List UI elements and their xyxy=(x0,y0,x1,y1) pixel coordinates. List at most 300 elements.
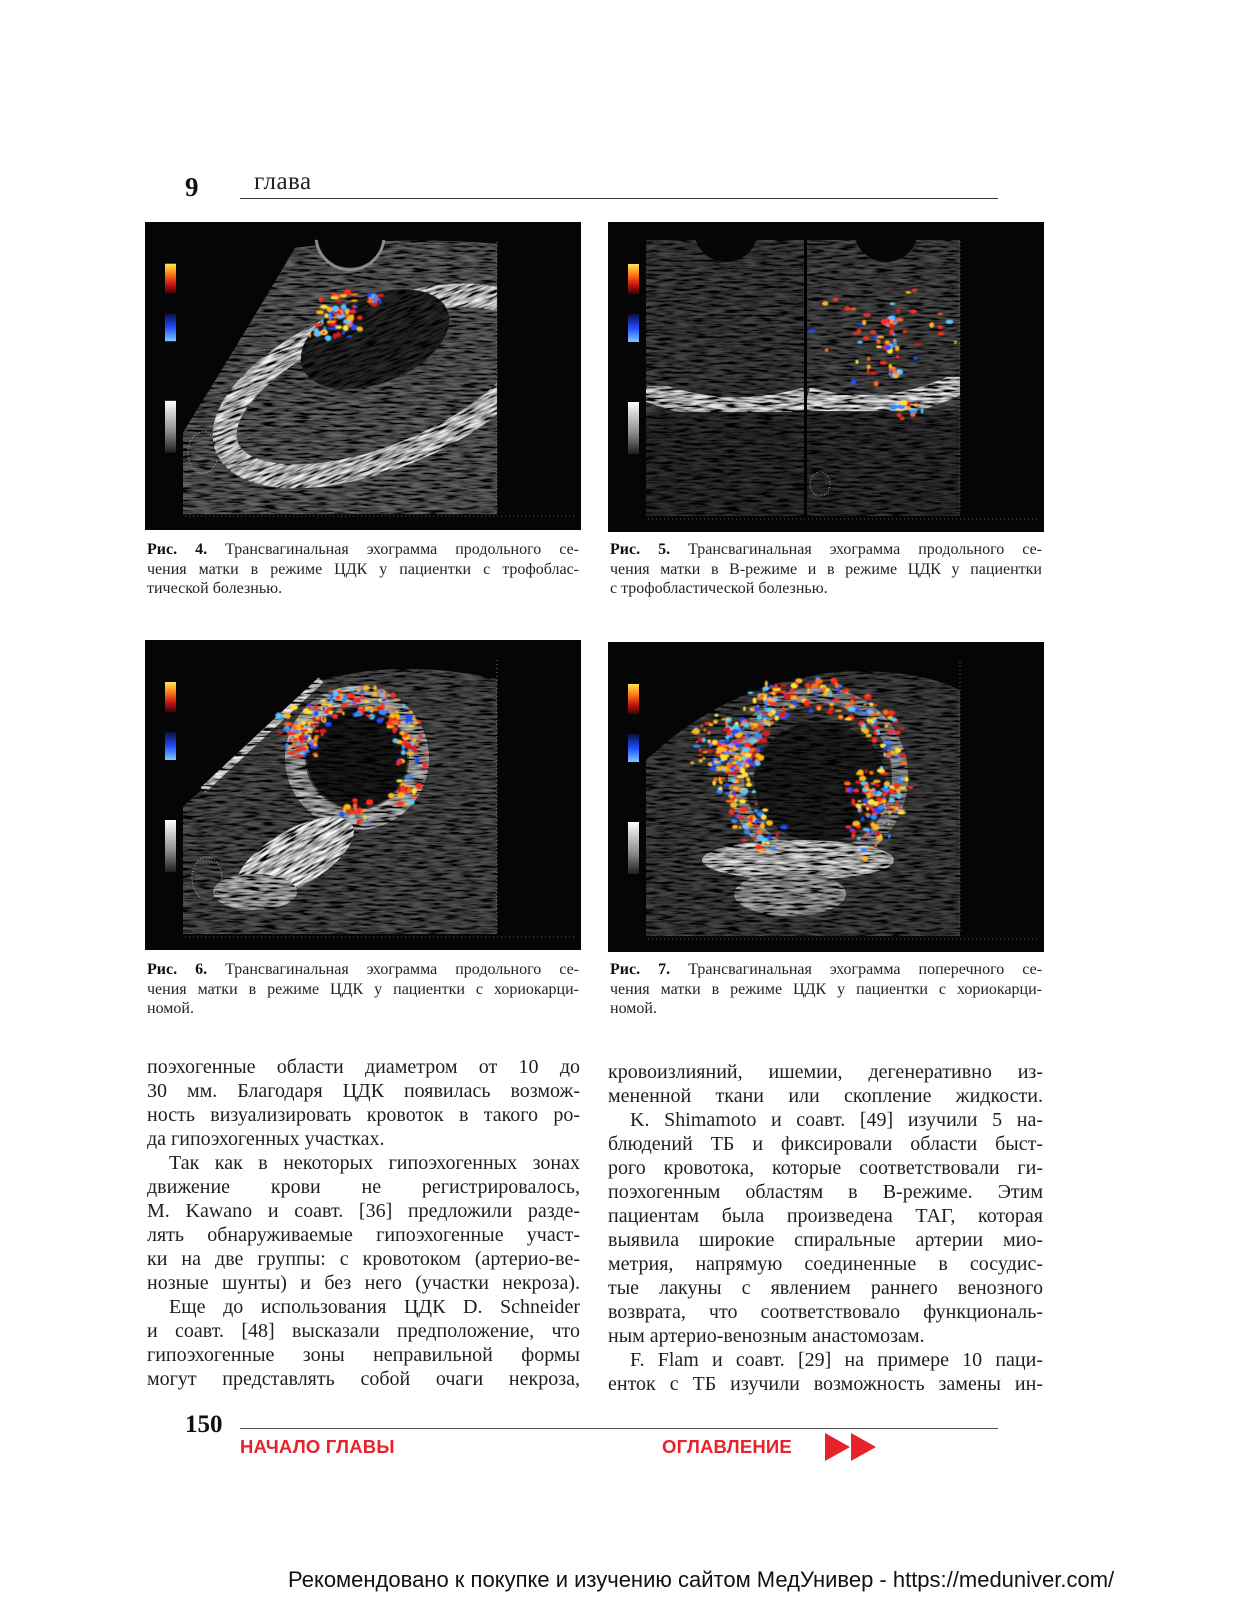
doppler-speck xyxy=(288,748,292,750)
doppler-speck xyxy=(797,700,799,702)
doppler-speck xyxy=(885,724,888,728)
doppler-speck xyxy=(775,713,779,717)
doppler-speck xyxy=(744,830,751,834)
doppler-speck xyxy=(838,685,842,688)
doppler-speck xyxy=(829,707,834,711)
doppler-speck xyxy=(329,715,332,717)
doppler-speck xyxy=(411,744,417,750)
doppler-speck xyxy=(873,717,877,720)
doppler-speck xyxy=(895,807,898,810)
chapter-word: глава xyxy=(254,168,312,195)
doppler-speck xyxy=(730,802,737,808)
doppler-speck xyxy=(754,740,758,742)
doppler-speck xyxy=(349,815,355,817)
doppler-speck xyxy=(729,809,735,815)
doppler-speck xyxy=(319,297,323,303)
text-line: и соавт. [48] высказали предположение, что xyxy=(147,1320,580,1342)
doppler-speck xyxy=(721,718,729,720)
text-line: енток с ТБ изучили возможность замены ин- xyxy=(608,1373,1043,1395)
doppler-speck xyxy=(848,707,856,712)
doppler-speck xyxy=(861,804,866,806)
doppler-speck xyxy=(862,798,868,803)
caption-line: номой. xyxy=(147,1000,194,1017)
caption-line: тической болезнью. xyxy=(147,580,283,597)
doppler-speck xyxy=(895,748,899,754)
doppler-speck xyxy=(742,723,745,726)
doppler-speck xyxy=(780,684,787,687)
text-line: пациентам была произведена ТАГ, которая xyxy=(608,1205,1043,1227)
doppler-speck xyxy=(896,355,900,358)
doppler-speck xyxy=(298,722,301,727)
doppler-speck xyxy=(742,747,749,752)
doppler-speck xyxy=(743,707,745,712)
doppler-speck xyxy=(860,711,867,714)
figure-5-image xyxy=(608,222,1044,532)
doppler-speck xyxy=(313,744,317,746)
doppler-speck xyxy=(890,370,893,375)
doppler-speck xyxy=(415,757,419,763)
doppler-speck xyxy=(323,706,326,711)
doppler-speck xyxy=(869,830,872,835)
doppler-speck xyxy=(851,308,856,311)
text-line: F. Flam и соавт. [29] на примере 10 паци- xyxy=(630,1349,1043,1371)
doppler-speck xyxy=(755,845,763,850)
header-rule xyxy=(240,198,998,199)
doppler-speck xyxy=(894,340,897,345)
doppler-speck xyxy=(695,741,698,743)
doppler-speck xyxy=(328,707,333,710)
doppler-speck xyxy=(835,682,839,688)
doppler-speck xyxy=(391,721,398,724)
doppler-speck xyxy=(863,704,867,706)
doppler-speck xyxy=(714,777,718,781)
doppler-speck xyxy=(352,305,355,308)
doppler-speck xyxy=(398,788,401,792)
body-left-column xyxy=(147,1055,580,1391)
doppler-speck xyxy=(861,724,866,729)
doppler-speck xyxy=(320,699,327,701)
doppler-speck xyxy=(292,743,295,747)
doppler-speck xyxy=(873,780,881,783)
doppler-speck xyxy=(899,786,906,789)
doppler-speck xyxy=(851,798,855,804)
caption-line: чения матки в В-режиме и в режиме ЦДК у пациентки xyxy=(610,560,1042,578)
doppler-speck xyxy=(862,856,869,861)
doppler-speck xyxy=(373,685,377,690)
doppler-speck xyxy=(731,796,733,798)
doppler-speck xyxy=(888,811,891,815)
doppler-speck xyxy=(914,343,922,345)
doppler-speck xyxy=(867,365,871,369)
doppler-speck xyxy=(739,807,747,812)
doppler-speck xyxy=(776,832,779,838)
doppler-speck xyxy=(861,817,865,821)
doppler-speck xyxy=(708,763,712,767)
doppler-speck xyxy=(857,341,863,344)
doppler-speck xyxy=(763,686,770,691)
doppler-speck xyxy=(856,360,859,364)
doppler-speck xyxy=(882,788,890,792)
caption-label: Рис. 5. xyxy=(610,541,671,558)
caption-label: Рис. 4. xyxy=(147,541,208,558)
doppler-speck xyxy=(889,788,895,793)
doppler-speck xyxy=(886,740,893,745)
text-line: выявила широкие спиральные артерии мио- xyxy=(608,1229,1043,1251)
doppler-speck xyxy=(364,815,366,820)
doppler-speck xyxy=(887,823,890,825)
doppler-speck xyxy=(357,820,360,825)
doppler-speck xyxy=(937,325,943,329)
text-line: кровоизлияний, ишемии, дегенеративно из- xyxy=(608,1061,1043,1083)
doppler-speck xyxy=(405,775,413,779)
figure-5-caption xyxy=(610,540,1042,599)
doppler-speck xyxy=(769,685,773,688)
caption-line: Трансвагинальная эхограмма продольного се- xyxy=(225,541,579,558)
doppler-speck xyxy=(910,413,915,417)
doppler-speck xyxy=(402,796,409,798)
doppler-speck xyxy=(863,336,870,340)
doppler-speck xyxy=(338,709,343,713)
doppler-speck xyxy=(321,703,329,705)
doppler-speck xyxy=(352,798,358,802)
doppler-speck xyxy=(751,725,754,730)
doppler-speck xyxy=(829,703,834,706)
doppler-speck xyxy=(763,718,766,722)
doppler-speck xyxy=(883,820,888,822)
text-line: ность визуализировать кровоток в такого ро- xyxy=(147,1104,580,1126)
doppler-speck xyxy=(349,688,354,690)
doppler-speck xyxy=(747,758,752,764)
doppler-speck xyxy=(321,732,324,736)
doppler-speck xyxy=(742,772,748,777)
doppler-speck xyxy=(325,313,329,318)
doppler-speck xyxy=(859,809,863,812)
doppler-speck xyxy=(316,310,324,314)
doppler-speck xyxy=(737,739,743,742)
doppler-speck xyxy=(330,699,333,703)
doppler-speck xyxy=(881,813,884,815)
doppler-speck xyxy=(903,330,908,333)
doppler-speck xyxy=(731,819,738,823)
doppler-speck xyxy=(722,755,730,758)
doppler-speck xyxy=(774,715,779,720)
doppler-speck xyxy=(329,711,333,714)
doppler-speck xyxy=(364,700,370,702)
doppler-speck xyxy=(946,320,954,324)
doppler-speck xyxy=(314,706,318,711)
double-arrow-right-icon[interactable] xyxy=(825,1433,877,1461)
doppler-speck xyxy=(753,697,757,703)
doppler-speck xyxy=(289,739,291,742)
doppler-speck xyxy=(411,740,414,745)
doppler-speck xyxy=(896,318,904,322)
text-line: рого кровотока, которые соответствовали ги- xyxy=(608,1157,1043,1179)
doppler-speck xyxy=(762,808,768,811)
doppler-speck xyxy=(290,732,298,735)
doppler-speck xyxy=(333,690,338,696)
doppler-speck xyxy=(867,718,870,724)
doppler-speck xyxy=(335,300,342,303)
text-line: 30 мм. Благодаря ЦДК появилась возмож- xyxy=(147,1080,580,1102)
doppler-speck xyxy=(877,769,885,773)
doppler-speck xyxy=(729,744,732,748)
doppler-speck xyxy=(823,692,829,696)
doppler-speck xyxy=(346,316,354,321)
doppler-speck xyxy=(730,791,733,793)
doppler-speck xyxy=(402,704,405,708)
doppler-speck xyxy=(293,738,298,741)
doppler-speck xyxy=(754,819,760,823)
doppler-speck xyxy=(692,729,700,735)
doppler-speck xyxy=(379,710,387,715)
doppler-speck xyxy=(856,825,861,829)
doppler-speck xyxy=(406,752,414,755)
doppler-speck xyxy=(424,753,429,755)
doppler-speck xyxy=(895,346,900,351)
doppler-speck xyxy=(757,715,762,720)
doppler-speck xyxy=(697,754,704,756)
doppler-speck xyxy=(726,800,734,803)
doppler-speck xyxy=(885,345,891,350)
doppler-speck xyxy=(761,841,766,844)
doppler-speck xyxy=(890,751,896,754)
doppler-speck xyxy=(808,329,816,332)
doppler-speck xyxy=(929,322,934,328)
doppler-speck xyxy=(873,704,877,706)
doppler-speck xyxy=(738,756,742,761)
doppler-speck xyxy=(292,750,295,754)
doppler-speck xyxy=(795,682,798,685)
doppler-speck xyxy=(301,721,306,725)
doppler-speck xyxy=(321,319,323,324)
doppler-speck xyxy=(367,706,373,708)
doppler-speck xyxy=(749,817,754,822)
doppler-speck xyxy=(774,684,778,689)
text-line: лять обнаруживаемые гипоэхогенные участ- xyxy=(147,1224,580,1246)
doppler-speck xyxy=(757,747,761,752)
doppler-speck xyxy=(309,740,313,744)
text-line: могут представлять собой очаги некроза, xyxy=(147,1368,580,1390)
text-line: ки на две группы: с кровотоком (артерио-ве- xyxy=(147,1248,580,1270)
doppler-speck xyxy=(363,809,366,811)
doppler-speck xyxy=(867,368,870,373)
text-line: Еще до использования ЦДК D. Schneider xyxy=(169,1296,580,1318)
doppler-speck xyxy=(844,306,851,310)
doppler-speck xyxy=(807,688,810,693)
doppler-speck xyxy=(867,357,870,361)
caption-line: Трансвагинальная эхограмма поперечного се- xyxy=(688,961,1042,978)
page-number: 150 xyxy=(185,1411,223,1438)
doppler-speck xyxy=(737,769,739,771)
scan-tissue-b-mode xyxy=(646,222,806,522)
doppler-speck xyxy=(709,723,714,726)
doppler-speck xyxy=(897,777,904,783)
doppler-speck xyxy=(322,717,325,722)
doppler-speck xyxy=(905,777,909,782)
doppler-speck xyxy=(283,727,287,730)
doppler-speck xyxy=(381,703,384,708)
doppler-speck xyxy=(868,847,871,849)
doppler-speck xyxy=(863,836,865,839)
doppler-speck xyxy=(379,691,383,693)
doppler-speck xyxy=(714,714,718,717)
doppler-speck xyxy=(875,844,878,848)
chapter-number: 9 xyxy=(185,172,199,202)
doppler-speck xyxy=(275,713,281,719)
doppler-speck xyxy=(760,837,768,841)
doppler-speck xyxy=(738,826,741,829)
caption-line: с трофобластической болезнью. xyxy=(610,580,828,597)
text-line: гипоэхогенные зоны неправильной формы xyxy=(147,1344,580,1366)
doppler-speck xyxy=(396,779,403,782)
doppler-speck xyxy=(900,400,908,405)
doppler-speck xyxy=(851,696,855,700)
table-of-contents-link[interactable]: ОГЛАВЛЕНИЕ xyxy=(662,1436,792,1457)
doppler-speck xyxy=(880,361,888,365)
doppler-speck xyxy=(702,738,705,743)
caption-line: Трансвагинальная эхограмма продольного се- xyxy=(688,541,1042,558)
doppler-speck xyxy=(707,731,710,734)
doppler-speck xyxy=(729,786,735,788)
doppler-speck xyxy=(899,754,907,757)
doppler-speck xyxy=(871,783,873,785)
doppler-speck xyxy=(314,730,319,733)
doppler-speck xyxy=(404,802,409,806)
doppler-speck xyxy=(752,761,755,767)
caption-line: Трансвагинальная эхограмма продольного се- xyxy=(225,961,579,978)
doppler-speck xyxy=(310,723,313,727)
doppler-speck xyxy=(851,833,855,839)
text-line: тые лакуны с явлением раннего венозного xyxy=(608,1277,1043,1299)
doppler-speck xyxy=(298,717,301,722)
doppler-speck xyxy=(897,409,904,411)
doppler-speck xyxy=(914,403,917,407)
doppler-speck xyxy=(884,746,889,751)
doppler-speck xyxy=(883,709,889,715)
doppler-speck xyxy=(789,689,795,693)
doppler-speck xyxy=(690,762,694,765)
doppler-speck xyxy=(725,735,730,739)
doppler-speck xyxy=(897,811,905,814)
doppler-speck xyxy=(337,315,345,318)
doppler-speck xyxy=(851,379,856,385)
text-line: поэхогенные области диаметром от 10 до xyxy=(147,1056,580,1078)
doppler-speck xyxy=(877,791,881,797)
figure-6-caption xyxy=(147,960,579,1019)
doppler-speck xyxy=(877,336,884,339)
doppler-speck xyxy=(869,771,874,775)
doppler-speck xyxy=(954,341,957,344)
doppler-speck xyxy=(768,697,774,701)
doppler-speck xyxy=(329,321,335,323)
doppler-speck xyxy=(713,758,719,760)
text-line: метрия, напрямую соединенные в сосудис- xyxy=(608,1253,1043,1275)
doppler-speck xyxy=(731,729,739,734)
doppler-speck xyxy=(890,404,898,409)
ultrasound-image xyxy=(608,642,1044,952)
doppler-speck xyxy=(894,731,901,735)
doppler-speck xyxy=(822,301,828,305)
doppler-speck xyxy=(901,778,905,780)
doppler-speck xyxy=(399,731,405,735)
doppler-speck xyxy=(314,725,319,727)
doppler-speck xyxy=(727,731,732,736)
doppler-speck xyxy=(888,834,891,839)
doppler-speck xyxy=(875,784,880,787)
text-line: ным артерио-венозным анастомозам. xyxy=(608,1325,925,1347)
doppler-speck xyxy=(347,809,354,813)
doppler-speck xyxy=(937,313,943,315)
doppler-speck xyxy=(342,697,348,702)
doppler-speck xyxy=(379,694,386,697)
doppler-speck xyxy=(373,714,375,717)
doppler-speck xyxy=(740,736,746,739)
doppler-speck xyxy=(897,413,902,417)
doppler-speck xyxy=(868,792,871,798)
doppler-speck xyxy=(741,839,748,841)
doppler-speck xyxy=(869,696,872,700)
caption-line: чения матки в режиме ЦДК у пациентки с хориокарци- xyxy=(610,980,1042,998)
doppler-speck xyxy=(315,331,321,337)
doppler-speck xyxy=(871,814,877,819)
doppler-speck xyxy=(838,716,843,718)
doppler-speck xyxy=(719,781,723,784)
doppler-speck xyxy=(857,329,861,334)
doppler-speck xyxy=(792,700,797,706)
doppler-speck xyxy=(348,695,355,699)
doppler-speck xyxy=(773,696,778,698)
doppler-speck xyxy=(357,315,362,320)
doppler-speck xyxy=(774,691,780,693)
doppler-speck xyxy=(754,733,762,739)
doppler-speck xyxy=(876,797,883,800)
doppler-speck xyxy=(422,764,427,769)
doppler-speck xyxy=(858,800,862,802)
doppler-speck xyxy=(763,696,767,700)
doppler-speck xyxy=(897,809,905,811)
doppler-speck xyxy=(859,776,866,781)
doppler-speck xyxy=(388,793,394,798)
doppler-speck xyxy=(299,747,307,751)
doppler-speck xyxy=(732,762,737,765)
doppler-speck xyxy=(407,725,415,727)
doppler-speck xyxy=(387,725,393,728)
doppler-speck xyxy=(363,822,371,824)
doppler-speck xyxy=(763,849,766,851)
chapter-start-link[interactable]: НАЧАЛО ГЛАВЫ xyxy=(240,1436,395,1457)
doppler-speck xyxy=(381,699,386,702)
doppler-speck xyxy=(748,825,751,828)
doppler-speck xyxy=(888,710,895,716)
doppler-speck xyxy=(817,707,820,711)
doppler-speck xyxy=(862,320,866,326)
text-line: нозные шунты) и без него (участки некроза). xyxy=(147,1272,580,1294)
doppler-speck xyxy=(761,814,767,820)
doppler-speck xyxy=(905,405,908,409)
text-line: да гипоэхогенных участках. xyxy=(147,1128,385,1150)
doppler-speck xyxy=(396,801,403,806)
doppler-speck xyxy=(738,814,741,820)
doppler-speck xyxy=(863,313,871,316)
doppler-speck xyxy=(766,820,773,825)
doppler-speck xyxy=(700,725,703,727)
doppler-speck xyxy=(315,703,317,706)
figure-4-caption xyxy=(147,540,579,599)
doppler-speck xyxy=(865,769,868,773)
doppler-speck xyxy=(754,823,758,828)
doppler-speck xyxy=(336,325,342,329)
doppler-speck xyxy=(811,683,819,688)
